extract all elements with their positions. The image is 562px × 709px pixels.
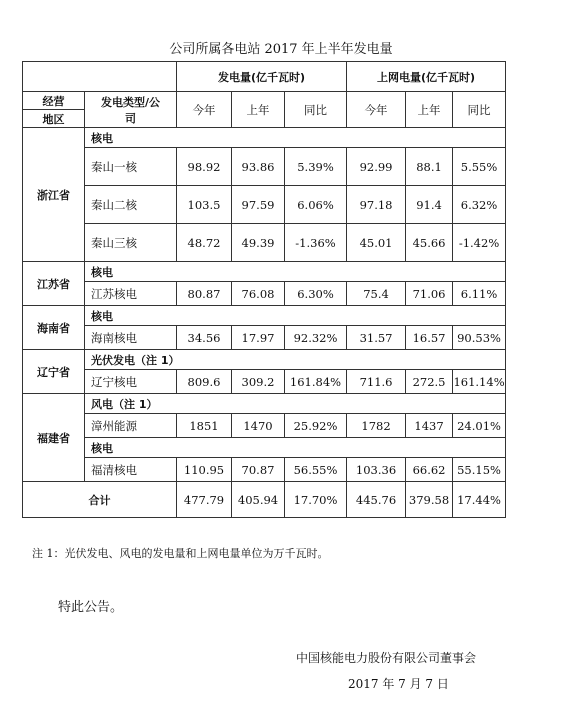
notice-text: 特此公告。 (58, 600, 124, 615)
region-name: 辽宁省 (23, 350, 85, 394)
cell-grid-this: 103.36 (347, 458, 406, 482)
cell-gen-last: 17.97 (232, 326, 285, 350)
header-grid: 上网电量(亿千瓦时) (347, 62, 506, 92)
cell-grid-this: 92.99 (347, 148, 406, 186)
cell-grid-this: 75.4 (347, 282, 406, 306)
cell-grid-last: 272.5 (406, 370, 453, 394)
station-name: 秦山一核 (85, 148, 177, 186)
cell-grid-last: 16.57 (406, 326, 453, 350)
cell-gen-yoy: 6.06% (285, 186, 347, 224)
cell-grid-yoy: 161.14% (453, 370, 506, 394)
cell-gen-yoy: 56.55% (285, 458, 347, 482)
cell-grid-this: 45.01 (347, 224, 406, 262)
table-row (23, 224, 506, 262)
type-row (23, 262, 506, 282)
generation-type: 核电 (85, 306, 506, 326)
header-row-top (23, 92, 506, 110)
generation-type: 核电 (85, 438, 506, 458)
cell-grid-last: 45.66 (406, 224, 453, 262)
header-gen-yoy: 同比 (285, 92, 347, 128)
cell-grid-last: 71.06 (406, 282, 453, 306)
cell-gen-this: 809.6 (177, 370, 232, 394)
type-row (23, 350, 506, 370)
cell-gen-last: 70.87 (232, 458, 285, 482)
header-region-top: 经营 (23, 92, 85, 110)
header-grid-this: 今年 (347, 92, 406, 128)
cell-gen-this: 34.56 (177, 326, 232, 350)
generation-table (22, 61, 506, 518)
region-name: 浙江省 (23, 128, 85, 262)
cell-gen-this: 48.72 (177, 224, 232, 262)
footnote: 注 1：光伏发电、风电的发电量和上网电量单位为万千瓦时。 (32, 547, 329, 560)
cell-gen-this: 103.5 (177, 186, 232, 224)
table-row (23, 370, 506, 394)
cell-grid-last: 1437 (406, 414, 453, 438)
cell-gen-last: 309.2 (232, 370, 285, 394)
page-title: 公司所属各电站 2017 年上半年发电量 (169, 42, 393, 57)
table-body (23, 62, 506, 482)
station-name: 江苏核电 (85, 282, 177, 306)
cell-grid-yoy: 5.55% (453, 148, 506, 186)
cell-grid-yoy: 55.15% (453, 458, 506, 482)
header-type-line1: 发电类型/公 (100, 95, 161, 109)
cell-gen-last: 1470 (232, 414, 285, 438)
board-signature: 中国核能电力股份有限公司董事会 (296, 651, 477, 665)
table-row (23, 148, 506, 186)
header-grid-last: 上年 (406, 92, 453, 128)
station-name: 海南核电 (85, 326, 177, 350)
station-name: 福清核电 (85, 458, 177, 482)
cell-gen-last: 97.59 (232, 186, 285, 224)
cell-grid-yoy: 24.01% (453, 414, 506, 438)
type-row (23, 128, 506, 148)
header-gen-this: 今年 (177, 92, 232, 128)
region-name: 海南省 (23, 306, 85, 350)
generation-type: 风电（注 1） (85, 394, 506, 414)
header-grid-yoy: 同比 (453, 92, 506, 128)
generation-type: 核电 (85, 128, 506, 148)
table-row (23, 326, 506, 350)
cell-grid-this: 711.6 (347, 370, 406, 394)
header-generation: 发电量(亿千瓦时) (177, 62, 347, 92)
cell-grid-last: 91.4 (406, 186, 453, 224)
total-grid-last: 379.58 (406, 482, 453, 518)
table-row (23, 458, 506, 482)
cell-gen-this: 80.87 (177, 282, 232, 306)
cell-gen-yoy: 161.84% (285, 370, 347, 394)
table-row (23, 282, 506, 306)
cell-gen-last: 76.08 (232, 282, 285, 306)
station-name: 漳州能源 (85, 414, 177, 438)
station-name: 辽宁核电 (85, 370, 177, 394)
cell-gen-this: 1851 (177, 414, 232, 438)
cell-gen-this: 98.92 (177, 148, 232, 186)
cell-gen-yoy: 5.39% (285, 148, 347, 186)
cell-grid-last: 66.62 (406, 458, 453, 482)
header-type (85, 92, 177, 128)
table-row (23, 414, 506, 438)
generation-type: 核电 (85, 262, 506, 282)
cell-grid-yoy: -1.42% (453, 224, 506, 262)
cell-grid-yoy: 6.11% (453, 282, 506, 306)
cell-gen-yoy: 25.92% (285, 414, 347, 438)
cell-grid-this: 1782 (347, 414, 406, 438)
total-grid-yoy: 17.44% (453, 482, 506, 518)
region-name: 江苏省 (23, 262, 85, 306)
total-gen-this: 477.79 (177, 482, 232, 518)
type-row (23, 394, 506, 414)
cell-grid-yoy: 6.32% (453, 186, 506, 224)
total-gen-last: 405.94 (232, 482, 285, 518)
station-name: 秦山三核 (85, 224, 177, 262)
region-name: 福建省 (23, 394, 85, 482)
header-gen-last: 上年 (232, 92, 285, 128)
cell-grid-this: 97.18 (347, 186, 406, 224)
header-row-groups (23, 62, 506, 92)
station-name: 秦山二核 (85, 186, 177, 224)
cell-gen-yoy: -1.36% (285, 224, 347, 262)
cell-gen-this: 110.95 (177, 458, 232, 482)
cell-gen-last: 49.39 (232, 224, 285, 262)
announcement-date: 2017 年 7 月 7 日 (348, 677, 449, 691)
cell-gen-yoy: 92.32% (285, 326, 347, 350)
cell-grid-yoy: 90.53% (453, 326, 506, 350)
header-type-line2: 司 (125, 111, 136, 125)
total-label: 合计 (23, 482, 177, 518)
cell-gen-last: 93.86 (232, 148, 285, 186)
generation-type: 光伏发电（注 1） (85, 350, 506, 370)
total-gen-yoy: 17.70% (285, 482, 347, 518)
type-row (23, 306, 506, 326)
table-footer (23, 482, 506, 518)
total-grid-this: 445.76 (347, 482, 406, 518)
type-row (23, 438, 506, 458)
cell-gen-yoy: 6.30% (285, 282, 347, 306)
total-row (23, 482, 506, 518)
cell-grid-last: 88.1 (406, 148, 453, 186)
header-corner (23, 62, 177, 92)
cell-grid-this: 31.57 (347, 326, 406, 350)
table-row (23, 186, 506, 224)
header-region-bottom: 地区 (23, 110, 85, 128)
